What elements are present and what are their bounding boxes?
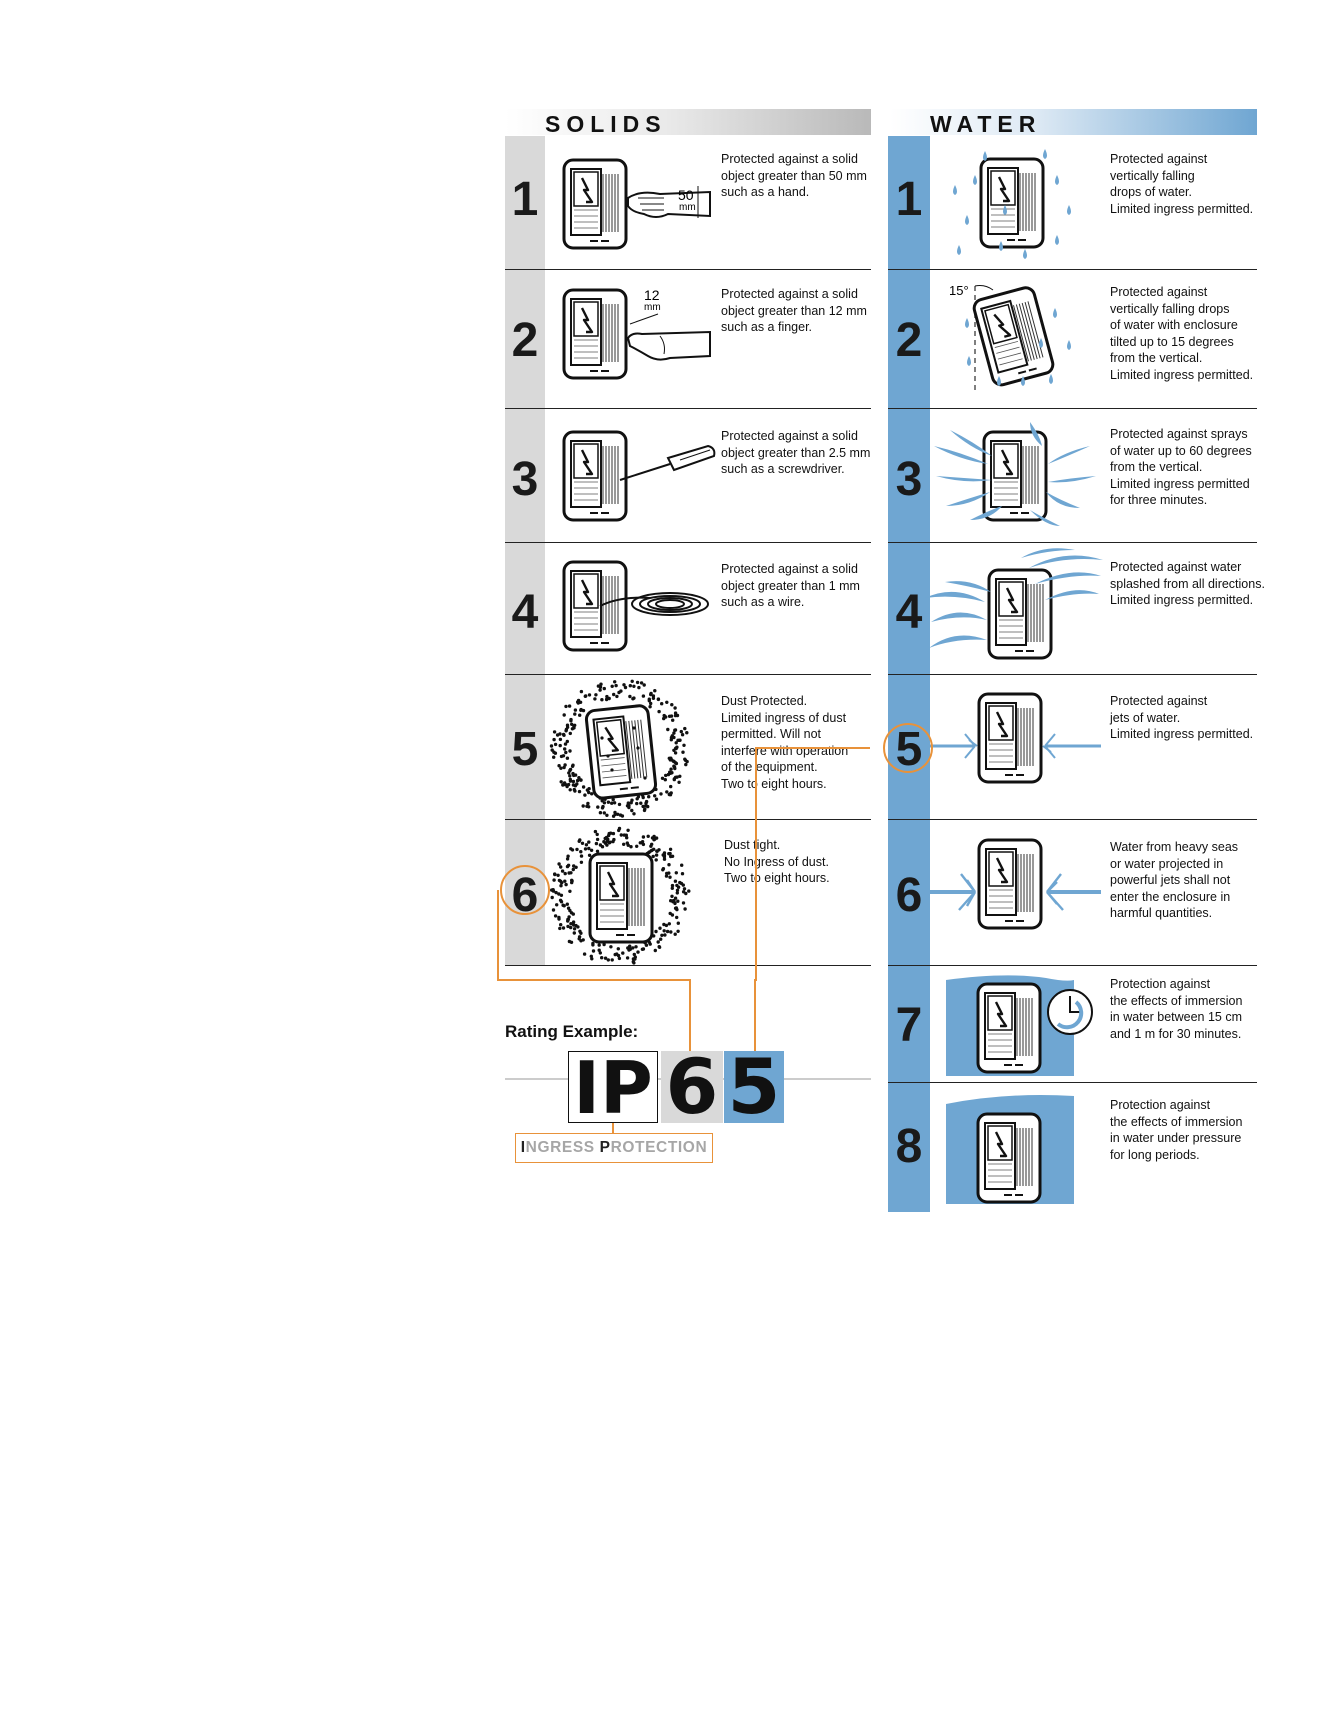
- water-highlight-circle: [884, 724, 932, 772]
- water-level-number: 2: [895, 314, 923, 367]
- water-description-3: Protected against sprays of water up to 60 degrees from the vertical. Limited ingress permitted for three minutes.: [1110, 427, 1252, 507]
- solids-description-5: Dust Protected. Limited ingress of dust permitted. Will not interfere with operation of the equipment. Two to eight hours.: [721, 694, 849, 791]
- ip-water-digit: 5: [724, 1051, 784, 1123]
- water-description-5: Protected against jets of water. Limited ingress permitted.: [1110, 694, 1254, 741]
- water-level-number-highlighted: 5: [895, 723, 923, 776]
- water-level-number: 6: [895, 869, 923, 922]
- solids-description-6: Dust tight. No Ingress of dust. Two to eight hours.: [724, 838, 830, 885]
- solids-description-4: Protected against a solid object greater than 1 mm such as a wire.: [721, 562, 860, 609]
- water-level-number: 8: [895, 1120, 923, 1173]
- solids-level-number: 1: [511, 173, 539, 226]
- hand-size-value: 50: [678, 187, 694, 203]
- solids-level-number: 3: [511, 453, 539, 506]
- water-title: WATER: [930, 111, 1042, 137]
- water-description-2: Protected against vertically falling drops of water with enclosure tilted up to 15 degrees from the vertical. Limited ingress permitted.: [1110, 285, 1254, 382]
- solids-level-number: 4: [511, 586, 539, 639]
- ip-solid-digit: 6: [661, 1051, 723, 1123]
- solids-level-number-highlighted: 6: [511, 869, 539, 922]
- ingress-protection-legend: INGRESS PROTECTION: [515, 1133, 713, 1163]
- water-level-number: 7: [895, 999, 923, 1052]
- water-level-number: 1: [895, 173, 923, 226]
- finger-size-value: 12: [644, 287, 660, 303]
- water-level-number: 4: [895, 586, 923, 639]
- hand-size-unit: mm: [679, 202, 696, 213]
- water-description-8: Protection against the effects of immersion in water under pressure for long periods.: [1110, 1098, 1243, 1162]
- water-description-1: Protected against vertically falling drops of water. Limited ingress permitted.: [1110, 152, 1254, 216]
- solids-description-3: Protected against a solid object greater than 2.5 mm such as a screwdriver.: [721, 429, 871, 476]
- water-description-4: Protected against water splashed from all directions. Limited ingress permitted.: [1110, 560, 1265, 607]
- solids-level-number: 2: [511, 314, 539, 367]
- water-description-6: Water from heavy seas or water projected in powerful jets shall not enter the enclosure in harmful quantities.: [1110, 840, 1239, 920]
- tilt-angle-label: 15°: [949, 283, 969, 298]
- solids-description-1: Protected against a solid object greater than 50 mm such as a hand.: [721, 152, 867, 199]
- ip-code-prefix: IP: [568, 1051, 658, 1123]
- rating-example-label: Rating Example:: [505, 1022, 639, 1041]
- finger-size-unit: mm: [644, 302, 661, 313]
- water-description-7: Protection against the effects of immersion in water between 15 cm and 1 m for 30 minutes.: [1110, 977, 1243, 1041]
- water-level-number: 3: [895, 453, 923, 506]
- solids-highlight-circle: [501, 866, 549, 914]
- solids-level-number: 5: [511, 723, 539, 776]
- solids-title: SOLIDS: [545, 111, 667, 137]
- solids-description-2: Protected against a solid object greater than 12 mm such as a finger.: [721, 287, 867, 334]
